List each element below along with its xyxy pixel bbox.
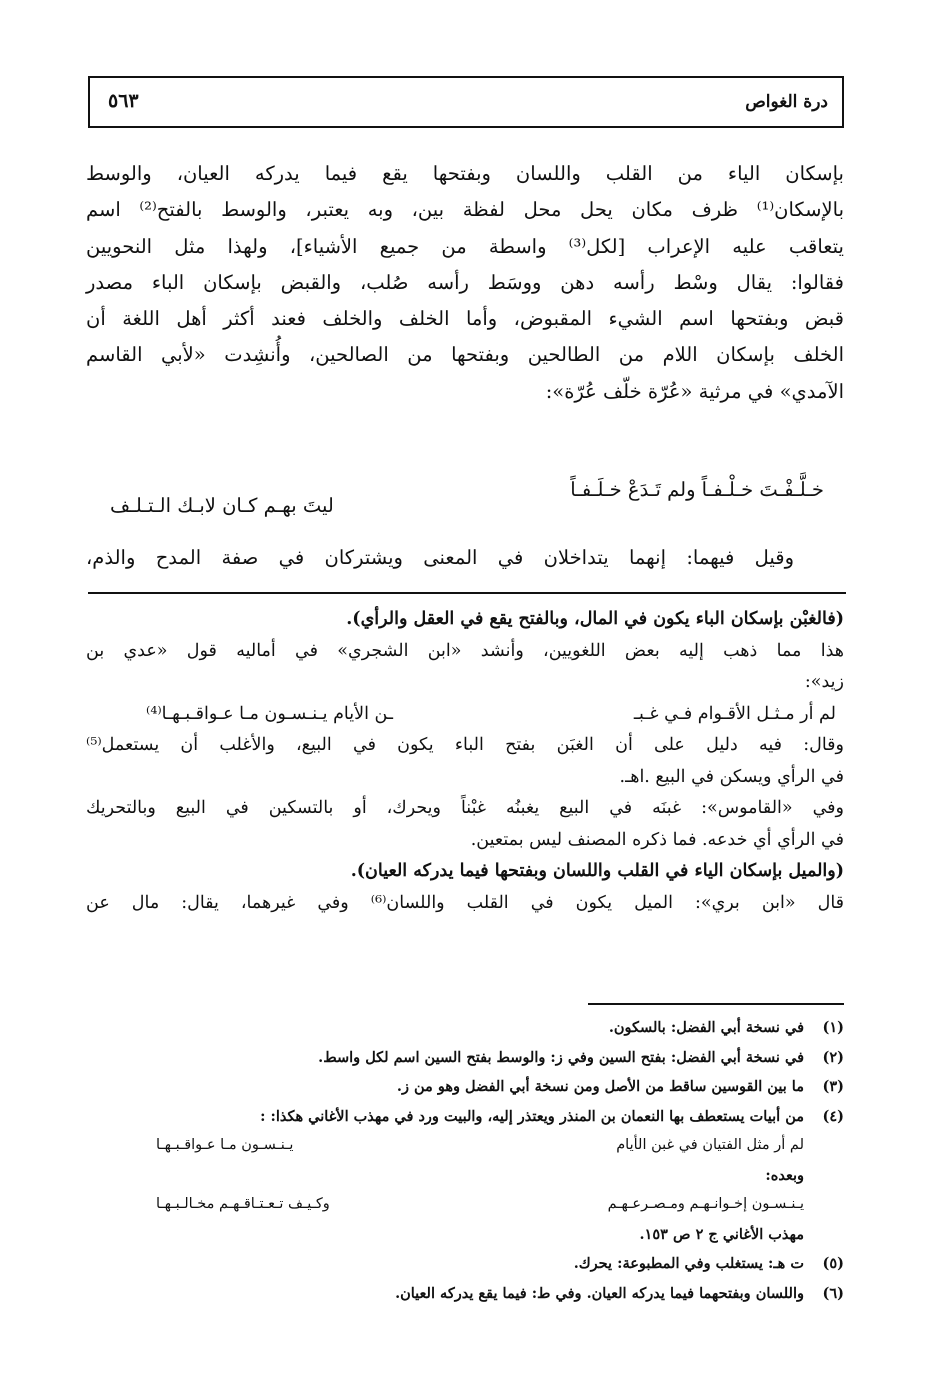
footnote-1 — [86, 1013, 844, 1043]
text-line: الخلف بإسكان اللام من الطالحين وبفتحها من الصالحين، وأُنشِدت «لأبي القاسم — [86, 343, 844, 367]
footnote-5 — [86, 1249, 844, 1279]
footnote-text: ت هـ: يستغلب وفي المطبوعة: يحرك. — [573, 1255, 804, 1272]
footnote-number: (١) — [822, 1019, 844, 1036]
footnote-2 — [86, 1043, 844, 1073]
commentary — [86, 604, 844, 919]
footnote-4 — [86, 1102, 844, 1132]
footnote-3 — [86, 1072, 844, 1102]
text-line: الآمدي» في مرثية «عُرّة خلّف عُرّة»: — [545, 379, 844, 403]
footnote-number: (٤) — [822, 1107, 844, 1125]
text-line: وقيل فيهما: إنهما يتداخلان في المعنى ويشتركان في صفة المدح والذم، — [86, 546, 794, 569]
verse-second-hemistich: وكـيـف تـعـتـاقـهـم مخـالـبـهـا — [156, 1196, 330, 1212]
verse-first-hemistich: لم أر مـثـل الأقـوام فـي غـبـ — [633, 703, 836, 724]
commentary-line: وقال: فيه دليل على أن الغبَن بفتح الباء يكون في البيع، والأغلب أن يستعمل⁽⁵⁾ — [86, 735, 844, 755]
commentary-line: قال «ابن بري»: الميل يكون في القلب واللسان⁽⁶⁾ وفي غيرهما، يقال: مال عن — [86, 892, 845, 913]
text-line: بالإسكان⁽¹⁾ ظرف مكان يحل محل لفظة بين، وبه يعتبر، والوسط بالفتح⁽²⁾ اسم — [86, 198, 844, 222]
footnote-text: وبعده: — [765, 1166, 804, 1184]
footnotes — [86, 1013, 844, 1308]
verse-second-hemistich: ـن الأيام يـنـسـون مـا عـواقـبـهـا⁽⁴⁾ — [146, 703, 393, 724]
footnote-number: (٦) — [822, 1284, 844, 1302]
commentary-line: في الرأي ويسكن في البيع .اهـ. — [619, 766, 844, 787]
book-title: درة الغواص — [745, 92, 828, 112]
text-line: فقالوا: يقال وسْط رأسه دهن ووسَط رأسه صُلب، والقبض بإسكان الباء مصدر — [86, 270, 844, 294]
commentary-line: هذا مما ذهب إليه بعض اللغويين، وأنشد «ابن الشجري» في أماليه قول «عدي بن — [86, 640, 844, 661]
footnote-number: (٢) — [822, 1048, 844, 1066]
text-line: يتعاقب عليه الإعراب [لكل⁽³⁾ واسطة من جميع الأشياء]، ولهذا مثل النحويين — [86, 234, 844, 258]
text-line: قبض وبفتحها اسم الشيء المقبوض، وأما الخلف والخلف فعند أكثر أهل اللغة أن — [86, 307, 844, 331]
page-header — [88, 76, 844, 128]
poem-verse — [110, 478, 824, 522]
footnote-text: في نسخة أبي الفضل: بالسكون. — [608, 1019, 804, 1036]
verse-first-hemistich: لم أر مثل الفتيان في غبن الأيام — [616, 1137, 804, 1153]
footnote-verse — [86, 1131, 844, 1161]
main-text — [86, 156, 844, 410]
commentary-line: زيد»: — [804, 672, 844, 692]
commentary-heading: (والميل بإسكان الياء في القلب واللسان وبفتحها فيما يدركه العيان). — [350, 861, 844, 881]
commentary-heading: (فالغبْن بإسكان الباء يكون في المال، وبالفتح يقع في العقل والرأي). — [346, 609, 844, 629]
footnote-source: مهذب الأغاني ج ٢ ص ١٥٣. — [639, 1225, 804, 1243]
footnote-text: من أبيات يستعطف بها النعمان بن المنذر ويعتذر إليه، والبيت ورد في مهذب الأغاني هكذا: : — [260, 1107, 804, 1125]
commentary-verse — [86, 699, 844, 731]
verse-second-hemistich: ليتَ بهـم كـان لابـك الـتـلـف — [110, 494, 334, 517]
text-line: بإسكان الياء من القلب واللسان وبفتحها يقع فيما يدركه العيان، والوسط — [86, 162, 844, 185]
commentary-line: وفي «القاموس»: غبنَه في البيع يغبنُه غبْناً ويحرك، أو بالتسكين في البيع وبالتحريك — [86, 798, 844, 818]
footnote-separator — [588, 1003, 844, 1005]
footnote-text: واللسان وبفتحهما فيما يدركه العيان. وفي ط: فيما يقع يدركه العيان. — [395, 1284, 804, 1302]
verse-second-hemistich: يـنـسـون مـا عـواقـبـهـا — [156, 1137, 294, 1153]
footnote-text: ما بين القوسين ساقط من الأصل ومن نسخة أبي الفضل وهو من ز. — [396, 1078, 804, 1095]
footnote-6 — [86, 1279, 844, 1309]
commentary-line: في الرأي أي خدعه. فما ذكره المصنف ليس بمتعين. — [470, 829, 844, 850]
page-number: ٥٦٣ — [108, 90, 139, 112]
section-divider — [88, 592, 846, 594]
verse-first-hemistich: يـنـسـون إخـوانـهـم ومـصـرعـهـم — [607, 1196, 804, 1212]
footnote-number: (٣) — [822, 1078, 844, 1095]
footnote-verse — [86, 1190, 844, 1220]
verse-first-hemistich: خـلَّـفْـتَ خـلْـفـاً ولم تَـدَعْ خـلَـفـاً — [570, 478, 824, 501]
footnote-number: (٥) — [822, 1255, 844, 1272]
footnote-text: في نسخة أبي الفضل: بفتح السين وفي ز: والوسط بفتح السين اسم لكل واسط. — [318, 1048, 804, 1066]
